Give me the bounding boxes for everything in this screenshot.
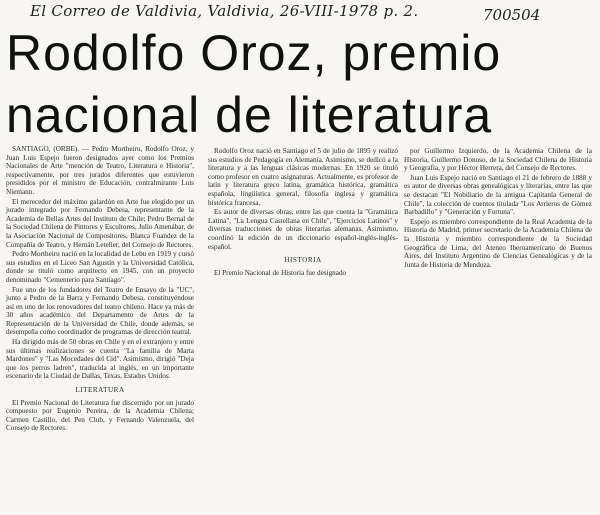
headline-line-1: Rodolfo Oroz, premio [6,25,502,81]
subhead-literatura: LITERATURA [75,386,125,395]
paragraph: Fue uno de los fundadores del Teatro de Ensayo de la "UC", junto a Pedro de la Barra y Fernando Debesa, constituyéndose así en uno de los renovadores del teatro chileno. Hace ya más de 30 años académico del Departamento de Artes de la Representación de la Universidad de Chile, donde además, se desempeña como coordinador de programas de dirección teatral. [6,285,194,337]
paragraph: El merecedor del máximo galardón en Arte fue elegido por un jurado integrado por Fernando Debesa, representante de la Academia de Bellas Artes del Instituto de Chile; Pedro Bernal de la Sociedad Chilena de Pintores y Escultores, Julio Amenábar, de la Asociación Nacional de Compositores, Blanca Fuandez de la Compañía de Teatro, y Hernán Letelier, del Consejo de Rectores. [6,197,194,249]
paragraph: Ha dirigido más de 50 obras en Chile y en el extranjero y entre sus últimas realizaciones se cuenta "La familia de Marta Mardones" y "Las Mocedades del Cid". Asimismo, dirigió "Deja que los perros ladren", traducida al inglés, en un importante escenario de la Ciudad de Dallas, Texas, Estados Unidos. [6,338,194,381]
article-column-3 [404,147,592,270]
paragraph: El Premio Nacional de Historia fue designado [214,268,347,277]
article-column-2 [208,147,398,278]
paragraph: por Guillermo Izquierdo, de la Academia Chilena de la Historia, Guillermo Donoso, de la Sociedad Chilena de Historia y Geografía, y por Héctor Herrera, del Consejo de Rectores. [404,147,592,173]
paragraph: Juan Luis Espejo nació en Santiago el 21 de febrero de 1888 y es autor de diversas obras genealógicas y literarias, entre las que se destacan "El Nobiliario de la antigua Capitanía General de Chile", la colección de cuentos titulada "Los Arrieros de Gómez Barbadillo" y "Generación y Fortuna". [404,173,592,217]
paragraph: SANTIAGO, (ORBE). — Pedro Mortheiru, Rodolfo Oroz, y Juan Luis Espejo fueron designados ayer como los Premios Nacionales de Arte "mención de Teatro, Literatura e Historia", respectivamente, por tres jurados diferentes que estuvieron presididos por el ministro de Educación, contralmirante Luis Niemann. [6,145,194,196]
headline-line-2: nacional de literatura [6,87,493,143]
paragraph: Pedro Mortheiru nació en la localidad de Lebu en 1919 y cursó sus estudios en el Liceo San Agustín y la Universidad Católica, donde se tituló como arquitecto en 1945, con un proyecto denominado "Cementerio para Santiago". [6,250,194,284]
paragraph: El Premio Nacional de Literatura fue discernido por un jurado compuesto por Eugenio Pereira, de la Academia Chilena; Carmen Castillo, del Pen Club, y Fernando Valenzuela, del Consejo de Rectores. [6,398,194,433]
handwritten-source-note: El Correo de Valdivia, Valdivia, 26-VIII-1978 p. 2. [30,2,419,20]
paragraph: Espejo es miembro correspondiente de la Real Academia de la Historia de Madrid, primer secretario de la Academia Chilena de la Historia y miembro correspondiente de la Sociedad Geográfica de Lima, del Ateneo Iberoamericano de Buenos Aires, del Instituto Argentino de Ciencias Genealógicas y de la Junta de Historia de Mendoza. [404,217,592,269]
article-column-1 [6,145,194,434]
subhead-historia: HISTORIA [284,256,322,265]
paragraph: Rodolfo Oroz nació en Santiago el 5 de julio de 1895 y realizó sus estudios de Pedagogía en Alemania. Asimismo, se dedicó a la literatura y a las lenguas clásicas modernas. En 1920 se tituló como profesor en cuatro asignaturas. Actualmente, es profesor de latín y literatura greco latina, gramática histórica, gramática española, lingüística general, filosofía inglesa y gramática histórica francesa. [208,147,398,207]
handwritten-archive-code: 700504 [483,6,541,24]
paragraph: Es autor de diversas obras, entre las que cuenta la "Gramática Latina", "La Lengua Castellana en Chile", "Ejercicios Latinos" y diversas traducciones de obras literarias alemanas. Asimismo, coordinó la edición de un diccionario español-inglés-inglés-español. [208,208,398,251]
